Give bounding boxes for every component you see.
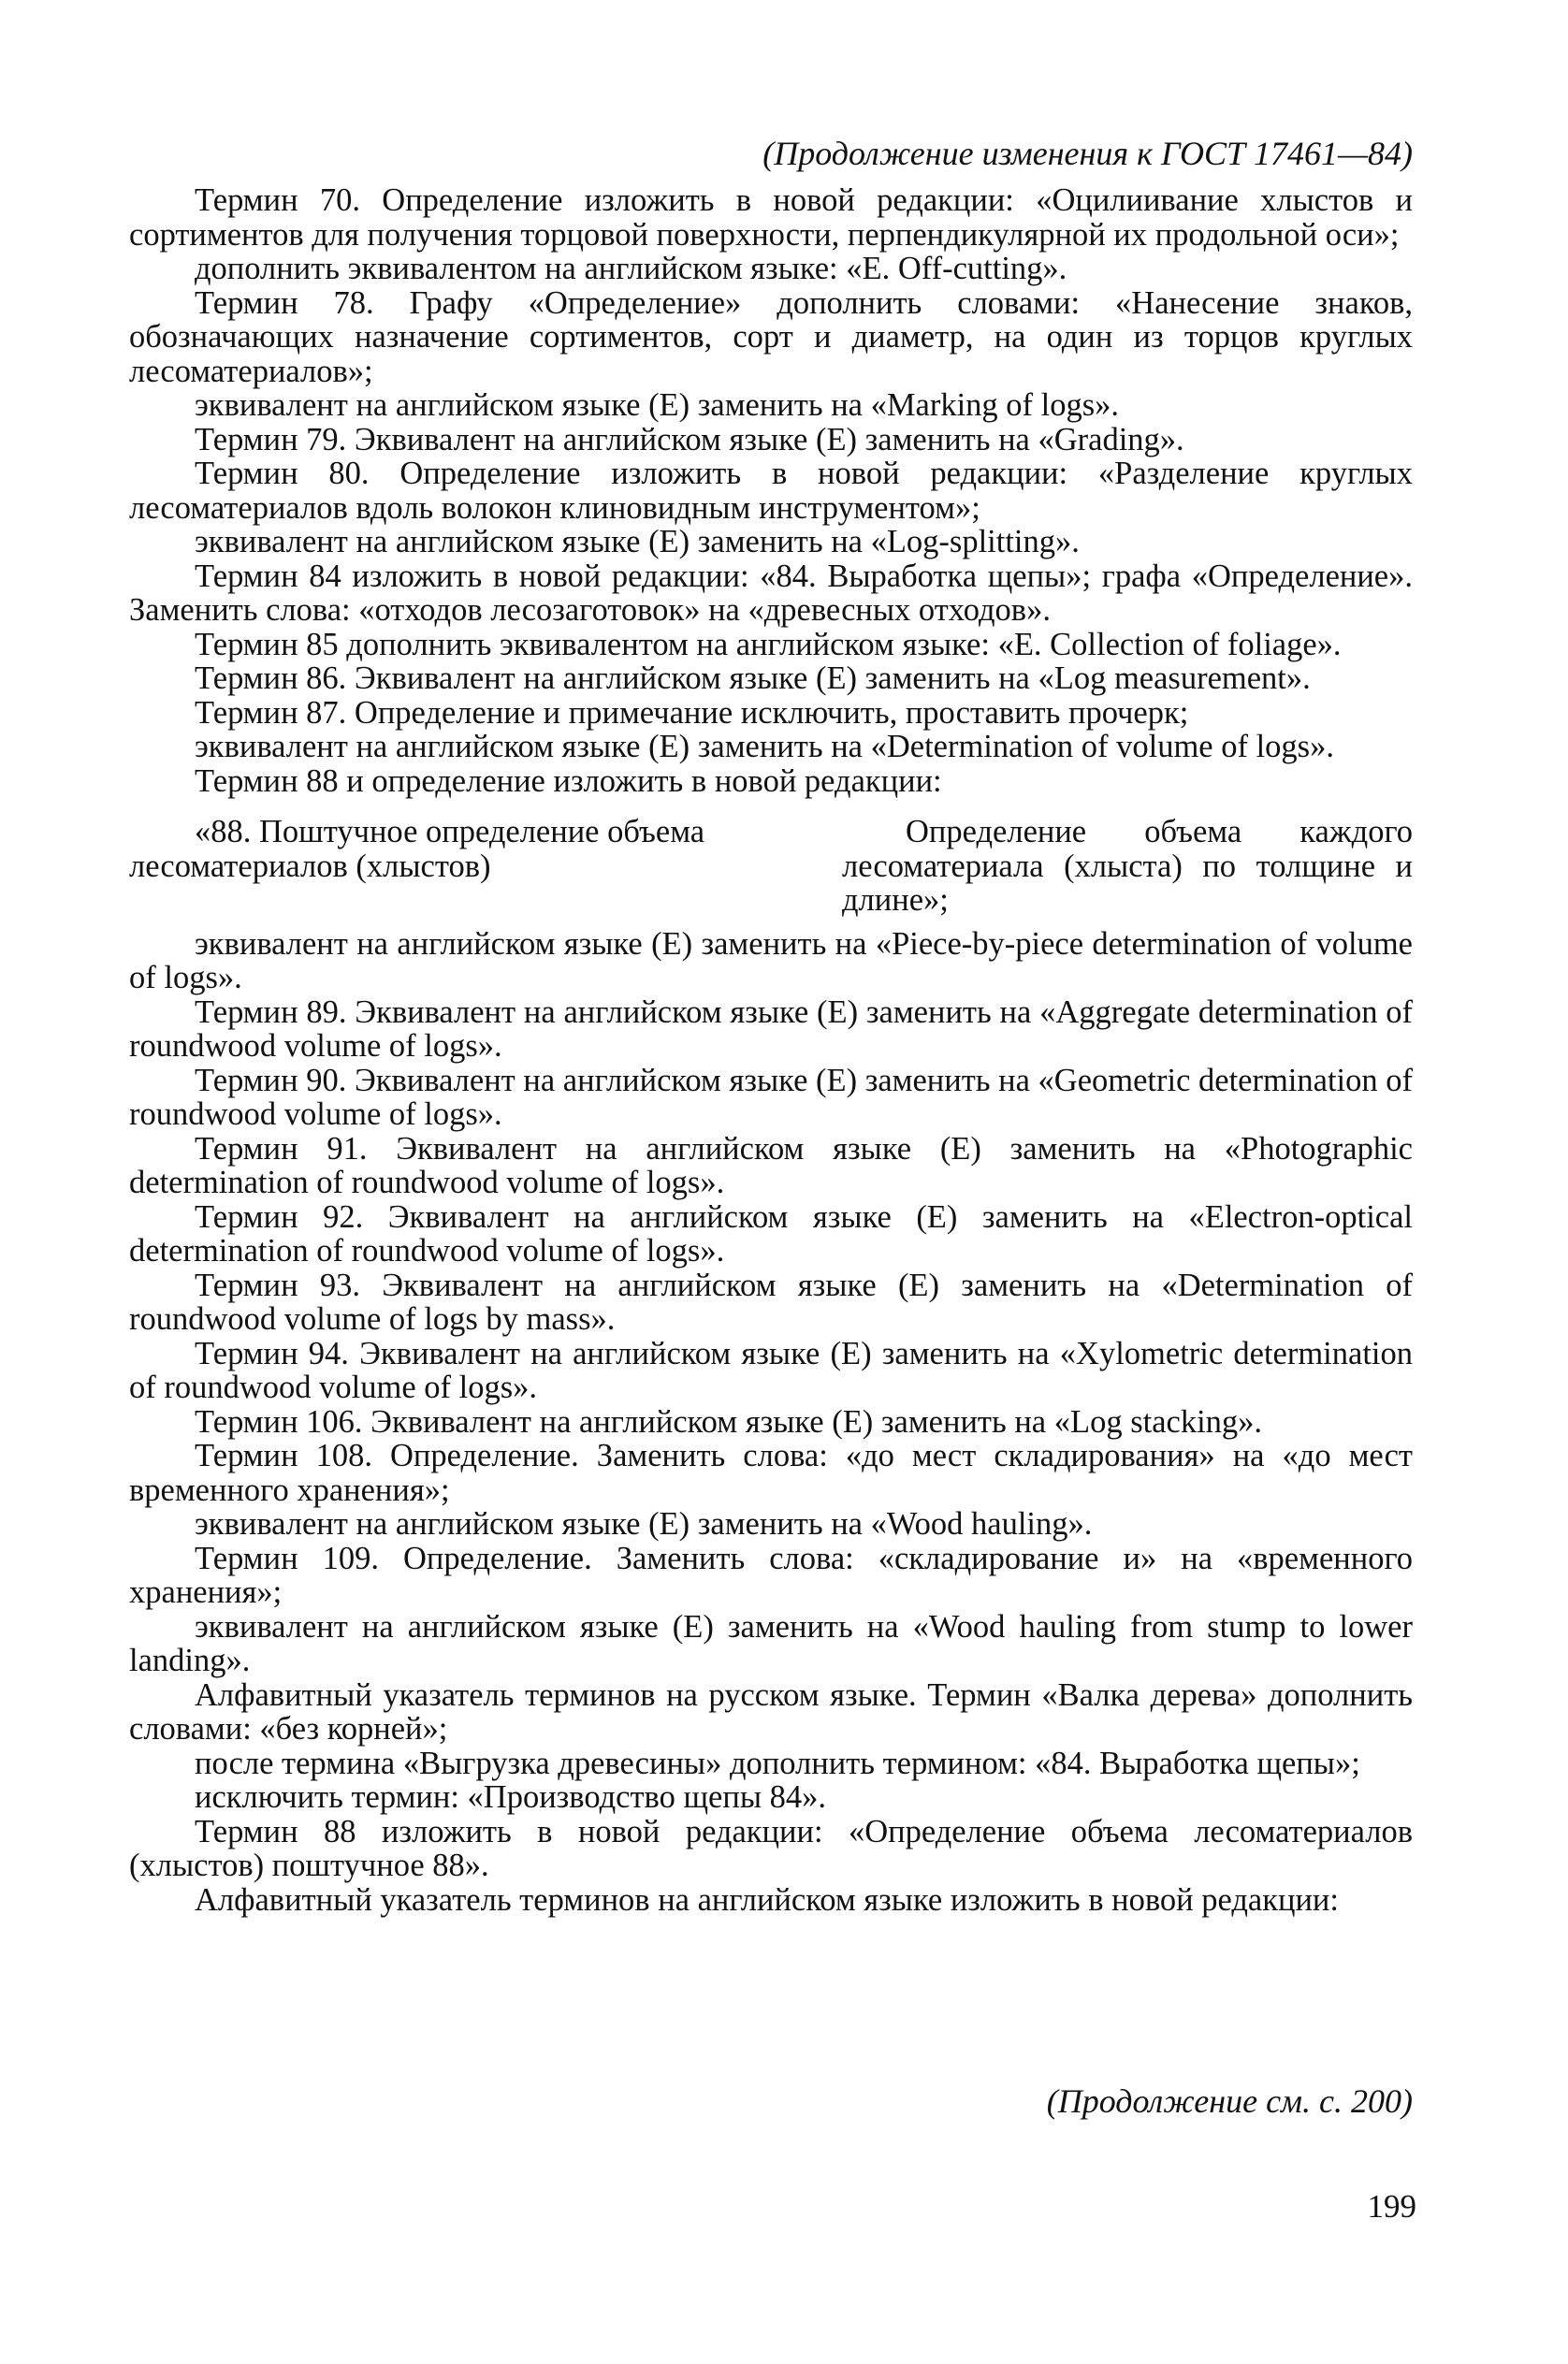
- continuation-header: (Продолжение изменения к ГОСТ 17461—84): [762, 135, 1413, 172]
- paragraph-term-80-equivalent: эквивалент на английском языке (E) заменить на «Log-splitting».: [195, 524, 1080, 559]
- paragraph-term-79: Термин 79. Эквивалент на английском языке (E) заменить на «Grading».: [195, 421, 1184, 457]
- paragraph-term-108-equivalent: эквивалент на английском языке (E) заменить на «Wood hauling».: [195, 1506, 1093, 1542]
- paragraph-term-80: Термин 80. Определение изложить в новой редакции: «Разделение круглых лесоматериалов вдоль волокон клиновидным инструментом»;: [129, 456, 1413, 526]
- paragraph-term-86: Термин 86. Эквивалент на английском языке (E) заменить на «Log measurement».: [195, 660, 1311, 696]
- paragraph-russian-index-term-88: Термин 88 изложить в новой редакции: «Определение объема лесоматериалов (хлыстов) поштучное 88».: [129, 1813, 1413, 1883]
- paragraph-term-93: Термин 93. Эквивалент на английском языке (E) заменить на «Determination of roundwood volume of logs by mass».: [129, 1267, 1413, 1337]
- page-number: 199: [1367, 2188, 1416, 2225]
- paragraph-term-70-equivalent: дополнить эквивалентом на английском языке: «E. Off-cutting».: [195, 251, 1067, 286]
- continuation-footer: (Продолжение см. с. 200): [1046, 2082, 1413, 2120]
- paragraph-term-70: Термин 70. Определение изложить в новой редакции: «Оцилиивание хлыстов и сортиментов для получения торцовой поверхности, перпендикулярной их продольной оси»;: [129, 182, 1413, 253]
- term-88-name: «88. Поштучное определение объема лесоматериалов (хлыстов): [129, 814, 705, 884]
- paragraph-term-78-equivalent: эквивалент на английском языке (E) заменить на «Marking of logs».: [195, 387, 1120, 423]
- paragraph-term-84: Термин 84 изложить в новой редакции: «84. Выработка щепы»; графа «Определение». Заменить слова: «отходов лесозаготовок» на «древесных отходов».: [129, 558, 1413, 628]
- paragraph-term-87-equivalent: эквивалент на английском языке (E) заменить на «Determination of volume of logs».: [195, 729, 1334, 764]
- paragraph-term-88-equivalent: эквивалент на английском языке (E) заменить на «Piece-by-piece determination of volume of logs».: [129, 925, 1413, 995]
- paragraph-term-87: Термин 87. Определение и примечание исключить, проставить прочерк;: [195, 694, 1189, 731]
- paragraph-term-92: Термин 92. Эквивалент на английском языке (E) заменить на «Electron-optical determination of roundwood volume of logs».: [129, 1198, 1413, 1269]
- paragraph-term-88-intro: Термин 88 и определение изложить в новой редакции:: [195, 762, 942, 799]
- paragraph-term-106: Термин 106. Эквивалент на английском языке (E) заменить на «Log stacking».: [195, 1403, 1263, 1440]
- paragraph-term-89: Термин 89. Эквивалент на английском языке (E) заменить на «Aggregate determination of roundwood volume of logs».: [129, 993, 1413, 1064]
- paragraph-term-109-equivalent: эквивалент на английском языке (E) заменить на «Wood hauling from stump to lower landing».: [129, 1608, 1413, 1678]
- paragraph-english-index: Алфавитный указатель терминов на английском языке изложить в новой редакции:: [195, 1881, 1339, 1918]
- document-body: [129, 183, 1413, 1917]
- paragraph-russian-index-add: после термина «Выгрузка древесины» дополнить термином: «84. Выработка щепы»;: [195, 1745, 1360, 1781]
- paragraph-term-90: Термин 90. Эквивалент на английском языке (E) заменить на «Geometric determination of roundwood volume of logs».: [129, 1062, 1413, 1132]
- paragraph-russian-index-remove: исключить термин: «Производство щепы 84».: [195, 1779, 827, 1815]
- term-88-definition: Определение объема каждого лесоматериала (хлыста) по толщине и длине»;: [842, 814, 1413, 918]
- paragraph-term-108: Термин 108. Определение. Заменить слова: «до мест складирования» на «до мест временного хранения»;: [129, 1438, 1413, 1508]
- paragraph-russian-index: Алфавитный указатель терминов на русском языке. Термин «Валка дерева» дополнить словами: «без корней»;: [129, 1676, 1413, 1747]
- paragraph-term-109: Термин 109. Определение. Заменить слова: «складирование и» на «временного хранения»;: [129, 1540, 1413, 1610]
- paragraph-term-78: Термин 78. Графу «Определение» дополнить словами: «Нанесение знаков, обозначающих назначение сортиментов, сорт и диаметр, на один из торцов круглых лесоматериалов»;: [129, 284, 1413, 389]
- term-88-table: [129, 815, 1413, 918]
- paragraph-term-85: Термин 85 дополнить эквивалентом на английском языке: «E. Collection of foliage».: [195, 626, 1342, 662]
- paragraph-term-94: Термин 94. Эквивалент на английском языке (E) заменить на «Xylometric determination of roundwood volume of logs».: [129, 1335, 1413, 1405]
- paragraph-term-91: Термин 91. Эквивалент на английском языке (E) заменить на «Photographic determination of roundwood volume of logs».: [129, 1130, 1413, 1200]
